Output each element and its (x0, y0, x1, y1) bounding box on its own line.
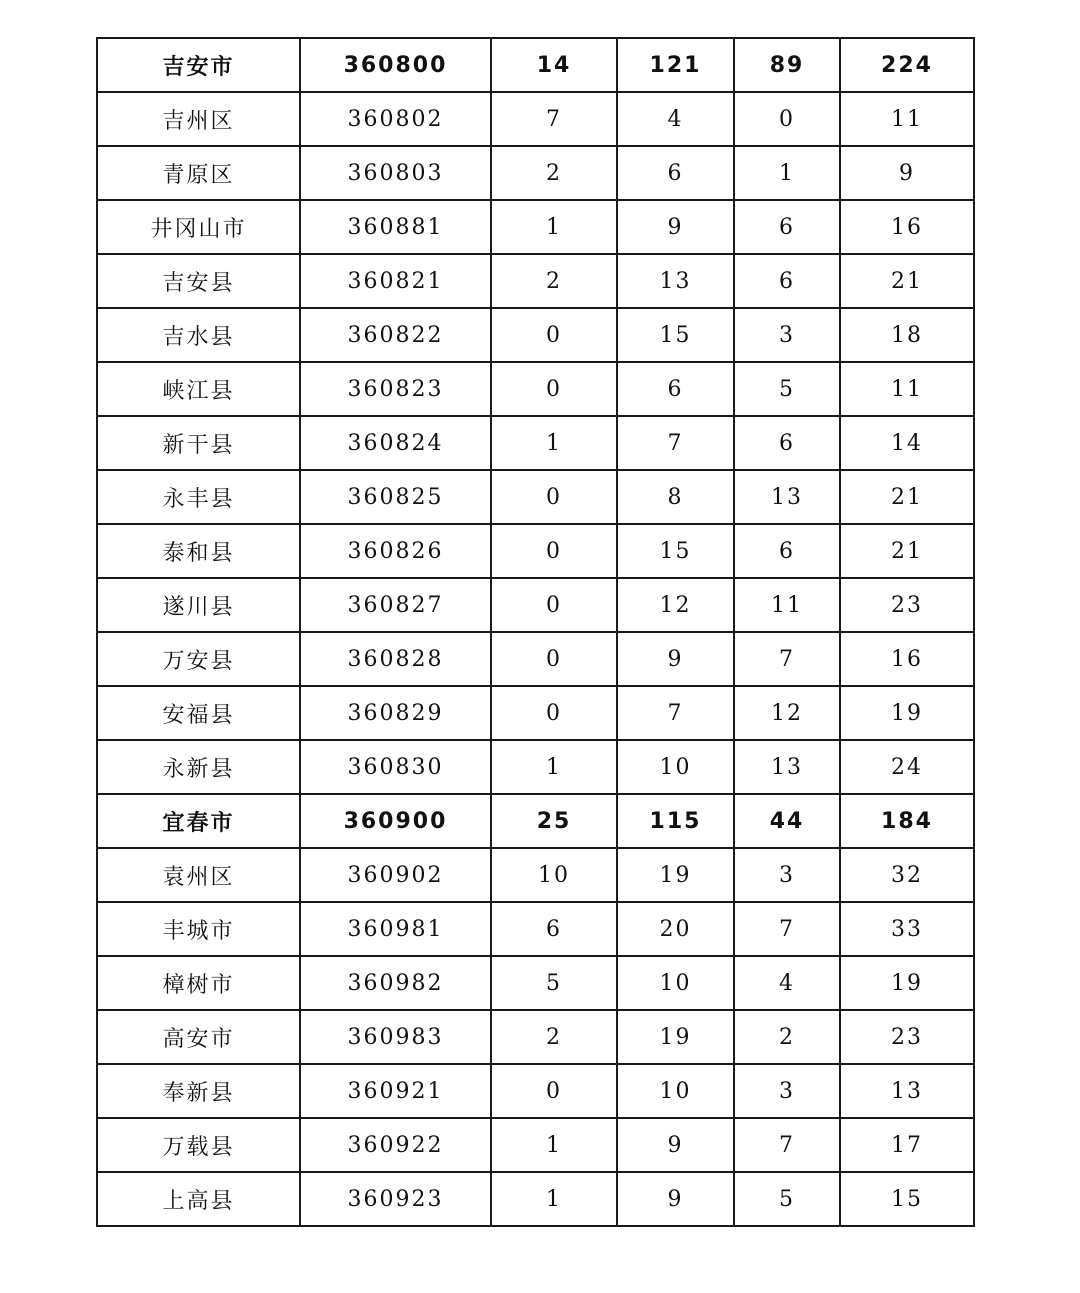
table-row (97, 200, 974, 254)
region-code-cell: 360822 (300, 308, 491, 362)
count-col3-cell: 0 (734, 92, 840, 146)
region-name-cell: 万安县 (97, 632, 300, 686)
table-row (97, 470, 974, 524)
count-col2-cell: 9 (617, 632, 734, 686)
count-col2-cell: 9 (617, 200, 734, 254)
region-name-cell: 吉州区 (97, 92, 300, 146)
count-col1-cell: 0 (491, 524, 617, 578)
region-code-cell: 360923 (300, 1172, 491, 1226)
count-col3-cell: 1 (734, 146, 840, 200)
count-col2-cell: 4 (617, 92, 734, 146)
count-col3-cell: 2 (734, 1010, 840, 1064)
region-code-cell: 360902 (300, 848, 491, 902)
total-cell: 16 (840, 200, 974, 254)
table-row (97, 956, 974, 1010)
region-code-cell: 360803 (300, 146, 491, 200)
count-col2-cell: 7 (617, 686, 734, 740)
region-name-cell: 安福县 (97, 686, 300, 740)
region-name-cell: 樟树市 (97, 956, 300, 1010)
count-col1-cell: 14 (491, 38, 617, 92)
total-cell: 16 (840, 632, 974, 686)
count-col2-cell: 19 (617, 1010, 734, 1064)
count-col1-cell: 6 (491, 902, 617, 956)
count-col1-cell: 1 (491, 200, 617, 254)
table-row (97, 1118, 974, 1172)
count-col2-cell: 10 (617, 956, 734, 1010)
table-row (97, 524, 974, 578)
count-col3-cell: 13 (734, 470, 840, 524)
table-row-city (97, 794, 974, 848)
count-col2-cell: 8 (617, 470, 734, 524)
total-cell: 21 (840, 254, 974, 308)
table-row (97, 362, 974, 416)
total-cell: 11 (840, 92, 974, 146)
region-name-cell: 宜春市 (97, 794, 300, 848)
count-col3-cell: 3 (734, 848, 840, 902)
total-cell: 13 (840, 1064, 974, 1118)
total-cell: 33 (840, 902, 974, 956)
count-col2-cell: 9 (617, 1172, 734, 1226)
count-col3-cell: 7 (734, 902, 840, 956)
total-cell: 184 (840, 794, 974, 848)
count-col1-cell: 25 (491, 794, 617, 848)
count-col1-cell: 1 (491, 416, 617, 470)
region-code-cell: 360830 (300, 740, 491, 794)
region-code-cell: 360900 (300, 794, 491, 848)
count-col3-cell: 11 (734, 578, 840, 632)
region-code-cell: 360802 (300, 92, 491, 146)
count-col3-cell: 6 (734, 200, 840, 254)
region-name-cell: 吉安县 (97, 254, 300, 308)
count-col1-cell: 0 (491, 362, 617, 416)
region-name-cell: 吉安市 (97, 38, 300, 92)
count-col2-cell: 6 (617, 362, 734, 416)
count-col2-cell: 10 (617, 740, 734, 794)
total-cell: 32 (840, 848, 974, 902)
region-code-cell: 360921 (300, 1064, 491, 1118)
count-col1-cell: 0 (491, 632, 617, 686)
count-col1-cell: 7 (491, 92, 617, 146)
count-col1-cell: 2 (491, 254, 617, 308)
total-cell: 23 (840, 1010, 974, 1064)
total-cell: 224 (840, 38, 974, 92)
count-col3-cell: 7 (734, 632, 840, 686)
region-code-cell: 360922 (300, 1118, 491, 1172)
region-name-cell: 永新县 (97, 740, 300, 794)
count-col1-cell: 0 (491, 686, 617, 740)
count-col3-cell: 12 (734, 686, 840, 740)
total-cell: 18 (840, 308, 974, 362)
region-name-cell: 永丰县 (97, 470, 300, 524)
total-cell: 24 (840, 740, 974, 794)
region-name-cell: 丰城市 (97, 902, 300, 956)
total-cell: 9 (840, 146, 974, 200)
region-name-cell: 井冈山市 (97, 200, 300, 254)
count-col2-cell: 20 (617, 902, 734, 956)
region-name-cell: 遂川县 (97, 578, 300, 632)
total-cell: 17 (840, 1118, 974, 1172)
count-col1-cell: 1 (491, 740, 617, 794)
count-col2-cell: 13 (617, 254, 734, 308)
count-col1-cell: 0 (491, 470, 617, 524)
count-col2-cell: 15 (617, 308, 734, 362)
total-cell: 21 (840, 524, 974, 578)
count-col3-cell: 3 (734, 1064, 840, 1118)
region-code-cell: 360828 (300, 632, 491, 686)
table-row (97, 1064, 974, 1118)
region-name-cell: 奉新县 (97, 1064, 300, 1118)
total-cell: 11 (840, 362, 974, 416)
region-code-cell: 360982 (300, 956, 491, 1010)
count-col3-cell: 89 (734, 38, 840, 92)
count-col2-cell: 115 (617, 794, 734, 848)
table-row (97, 578, 974, 632)
count-col1-cell: 1 (491, 1172, 617, 1226)
data-table (96, 37, 975, 1227)
table-row (97, 632, 974, 686)
region-code-cell: 360823 (300, 362, 491, 416)
count-col3-cell: 5 (734, 1172, 840, 1226)
table-row (97, 902, 974, 956)
count-col2-cell: 121 (617, 38, 734, 92)
table-row (97, 686, 974, 740)
count-col3-cell: 4 (734, 956, 840, 1010)
region-name-cell: 泰和县 (97, 524, 300, 578)
count-col1-cell: 2 (491, 1010, 617, 1064)
table-row (97, 254, 974, 308)
count-col3-cell: 44 (734, 794, 840, 848)
table-row (97, 1010, 974, 1064)
count-col1-cell: 0 (491, 308, 617, 362)
count-col3-cell: 6 (734, 254, 840, 308)
region-name-cell: 峡江县 (97, 362, 300, 416)
table-row (97, 92, 974, 146)
total-cell: 21 (840, 470, 974, 524)
count-col2-cell: 19 (617, 848, 734, 902)
total-cell: 14 (840, 416, 974, 470)
total-cell: 23 (840, 578, 974, 632)
region-name-cell: 青原区 (97, 146, 300, 200)
count-col1-cell: 0 (491, 578, 617, 632)
count-col1-cell: 0 (491, 1064, 617, 1118)
count-col2-cell: 10 (617, 1064, 734, 1118)
region-code-cell: 360826 (300, 524, 491, 578)
table-body (97, 38, 974, 1226)
region-code-cell: 360821 (300, 254, 491, 308)
count-col2-cell: 9 (617, 1118, 734, 1172)
table-row (97, 848, 974, 902)
count-col2-cell: 6 (617, 146, 734, 200)
region-name-cell: 新干县 (97, 416, 300, 470)
table-row (97, 740, 974, 794)
count-col2-cell: 15 (617, 524, 734, 578)
count-col1-cell: 2 (491, 146, 617, 200)
table-row (97, 146, 974, 200)
count-col2-cell: 12 (617, 578, 734, 632)
region-code-cell: 360881 (300, 200, 491, 254)
region-code-cell: 360800 (300, 38, 491, 92)
count-col1-cell: 10 (491, 848, 617, 902)
region-code-cell: 360827 (300, 578, 491, 632)
region-name-cell: 高安市 (97, 1010, 300, 1064)
count-col3-cell: 6 (734, 524, 840, 578)
region-code-cell: 360983 (300, 1010, 491, 1064)
region-name-cell: 万载县 (97, 1118, 300, 1172)
table-row (97, 308, 974, 362)
total-cell: 19 (840, 686, 974, 740)
count-col3-cell: 6 (734, 416, 840, 470)
region-name-cell: 吉水县 (97, 308, 300, 362)
count-col1-cell: 5 (491, 956, 617, 1010)
count-col1-cell: 1 (491, 1118, 617, 1172)
count-col2-cell: 7 (617, 416, 734, 470)
total-cell: 15 (840, 1172, 974, 1226)
region-code-cell: 360829 (300, 686, 491, 740)
region-code-cell: 360824 (300, 416, 491, 470)
table-row (97, 416, 974, 470)
region-name-cell: 袁州区 (97, 848, 300, 902)
count-col3-cell: 3 (734, 308, 840, 362)
region-code-cell: 360825 (300, 470, 491, 524)
count-col3-cell: 13 (734, 740, 840, 794)
count-col3-cell: 5 (734, 362, 840, 416)
region-name-cell: 上高县 (97, 1172, 300, 1226)
total-cell: 19 (840, 956, 974, 1010)
region-code-cell: 360981 (300, 902, 491, 956)
table-row-city (97, 38, 974, 92)
count-col3-cell: 7 (734, 1118, 840, 1172)
table-row (97, 1172, 974, 1226)
